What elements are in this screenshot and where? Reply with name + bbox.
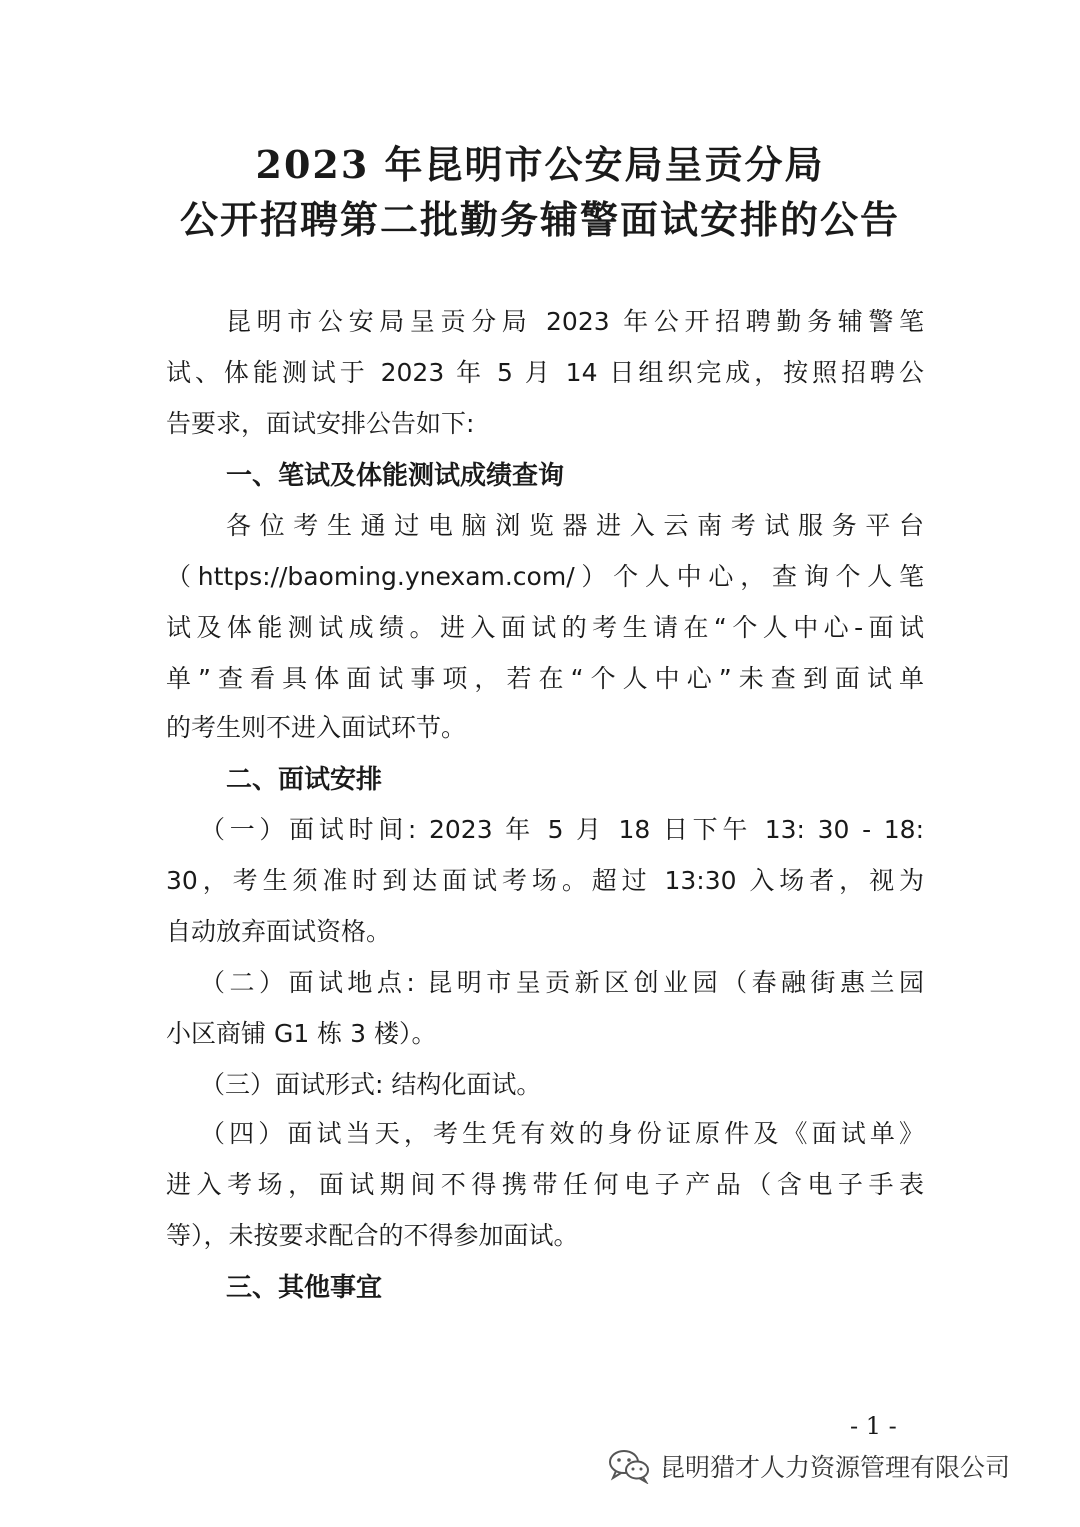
watermark bbox=[608, 1446, 1010, 1486]
section1-line-1: 各位考生通过电脑浏览器进入云南考试服务平台 bbox=[226, 511, 924, 540]
section1-line-5: 的考生则不进入面试环节。 bbox=[166, 713, 467, 742]
intro-line-1: 昆明市公安局呈贡分局 2023 年公开招聘勤务辅警笔 bbox=[226, 307, 924, 336]
section1-line-4: 单”查看具体面试事项，若在“个人中心”未查到面试单 bbox=[166, 664, 924, 693]
section1-line-3: 试及体能测试成绩。进入面试的考生请在“个人中心-面试 bbox=[166, 613, 924, 642]
watermark-text: 昆明猎才人力资源管理有限公司 bbox=[660, 1453, 1011, 1482]
section1-heading: 一、笔试及体能测试成绩查询 bbox=[226, 461, 565, 491]
item2-line-2: 小区商铺 G1 栋 3 楼）。 bbox=[166, 1019, 437, 1048]
section2-heading: 二、面试安排 bbox=[226, 765, 383, 795]
intro-line-3: 告要求，面试安排公告如下: bbox=[166, 409, 475, 438]
item1-line-2: 30，考生须准时到达面试考场。超过 13:30 入场者，视为 bbox=[166, 866, 924, 895]
page-number: - 1 - bbox=[850, 1412, 897, 1440]
item4-line-1: （四）面试当天，考生凭有效的身份证原件及《面试单》 bbox=[200, 1119, 924, 1148]
item3-line-1: （三）面试形式: 结构化面试。 bbox=[200, 1070, 542, 1099]
item1-line-3: 自动放弃面试资格。 bbox=[166, 917, 392, 946]
intro-line-2: 试、体能测试于 2023 年 5 月 14 日组织完成，按照招聘公 bbox=[166, 358, 924, 387]
section3-heading: 三、其他事宜 bbox=[226, 1273, 383, 1303]
section1-line-2: （https://baoming.ynexam.com/）个人中心，查询个人笔 bbox=[166, 562, 924, 591]
item4-line-2: 进入考场，面试期间不得携带任何电子产品（含电子手表 bbox=[166, 1170, 924, 1199]
item2-line-1: （二）面试地点: 昆明市呈贡新区创业园（春融街惠兰园 bbox=[200, 968, 924, 997]
wechat-icon bbox=[608, 1448, 650, 1484]
title-line-2: 公开招聘第二批勤务辅警面试安排的公告 bbox=[179, 197, 900, 242]
title-line-1: 2023 年昆明市公安局呈贡分局 bbox=[255, 142, 825, 187]
item1-line-1: （一）面试时间: 2023 年 5 月 18 日下午 13: 30 - 18: bbox=[200, 815, 924, 844]
item4-line-3: 等），未按要求配合的不得参加面试。 bbox=[166, 1221, 579, 1250]
